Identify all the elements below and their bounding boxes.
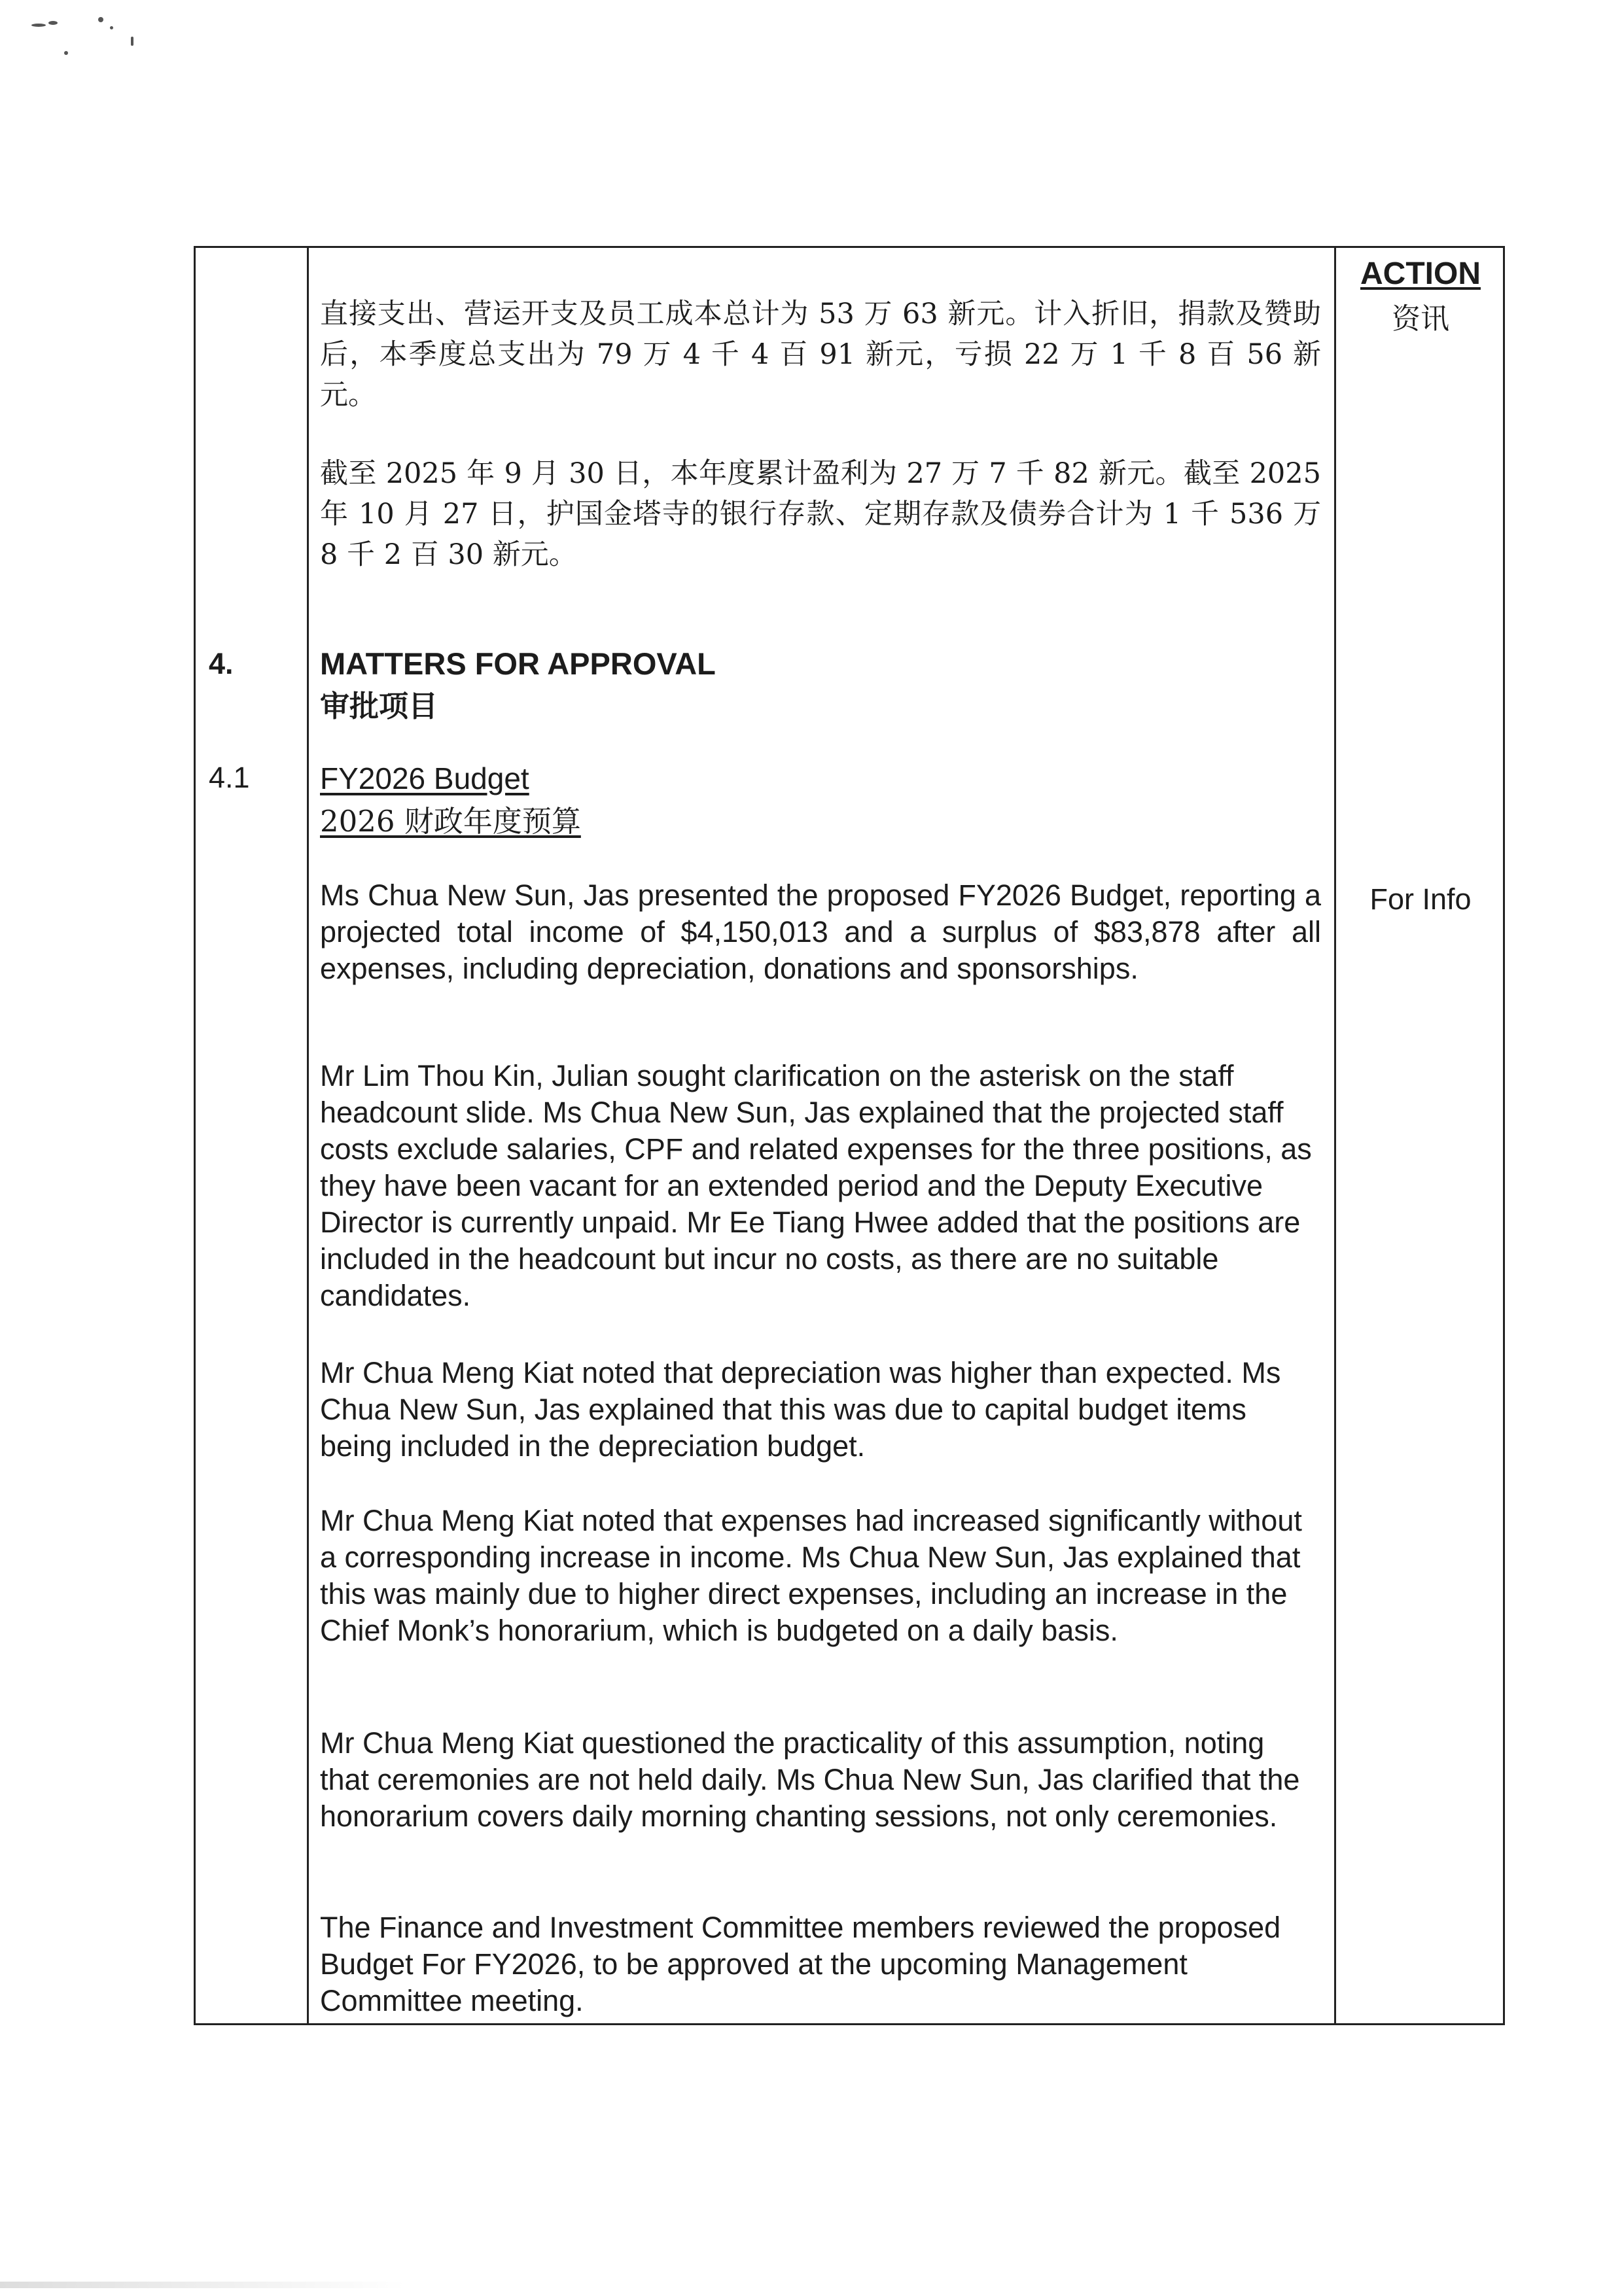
item-title: FY2026 Budget	[320, 761, 529, 795]
section-number: 4.	[209, 647, 234, 680]
action-column-header: ACTION	[1360, 256, 1481, 291]
item-paragraph-4: Mr Chua Meng Kiat noted that expenses had increased significantly without a corresponding increase in income. Ms Chua New Sun, Jas explained that this was mainly due to higher direct expenses, including an increase in the Chief Monk’s honorarium, which is budgeted on a daily basis.	[320, 1504, 1302, 1647]
carryover-paragraph-2: 截至 2025 年 9 月 30 日，本年度累计盈利为 27 万 7 千 82 新元。截至 2025 年 10 月 27 日，护国金塔寺的银行存款、定期存款及债券合计为 1 千 536 万 8 千 2 百 30 新元。	[320, 457, 1321, 571]
section-title-zh: 审批项目	[320, 689, 438, 723]
item-paragraph-5: Mr Chua Meng Kiat questioned the practicality of this assumption, noting that ceremonies are not held daily. Ms Chua New Sun, Jas clarified that the honorarium covers daily morning chanting sessions, not only ceremonies.	[320, 1726, 1300, 1833]
column-divider-action	[1334, 248, 1336, 2023]
item-paragraph-3: Mr Chua Meng Kiat noted that depreciation was higher than expected. Ms Chua New Sun, Jas explained that this was due to capital budget items being included in the depreciation budget.	[320, 1356, 1281, 1463]
item-title-zh: 2026 财政年度预算	[320, 804, 581, 839]
action-column-header-zh: 资讯	[1392, 302, 1449, 336]
item-paragraph-1: Ms Chua New Sun, Jas presented the proposed FY2026 Budget, reporting a projected total income of $4,150,013 and a surplus of $83,878 after all expenses, including depreciation, donations and sponsorships.	[320, 878, 1321, 985]
item-action-status: For Info	[1369, 882, 1472, 916]
minutes-table	[194, 246, 1505, 2025]
column-divider-number	[307, 248, 309, 2023]
item-paragraph-2: Mr Lim Thou Kin, Julian sought clarification on the asterisk on the staff headcount slide. Ms Chua New Sun, Jas explained that the projected staff costs exclude salaries, CPF and related expenses for the three positions, as they have been vacant for an extended period and the Deputy Executive Director is currently unpaid. Mr Ee Tiang Hwee added that the positions are included in the headcount but incur no costs, as there are no suitable candidates.	[320, 1059, 1312, 1312]
scan-edge-artifact	[0, 2282, 406, 2288]
item-paragraph-6: The Finance and Investment Committee members reviewed the proposed Budget For FY2026, to be approved at the upcoming Management Committee meeting.	[320, 1911, 1281, 2017]
section-title: MATTERS FOR APPROVAL	[320, 646, 716, 681]
item-number: 4.1	[209, 761, 250, 794]
scan-artifact	[26, 13, 170, 72]
carryover-paragraph-1: 直接支出、营运开支及员工成本总计为 53 万 63 新元。计入折旧，捐款及赞助后，本季度总支出为 79 万 4 千 4 百 91 新元，亏损 22 万 1 千 8 百 56 新元。	[320, 298, 1321, 411]
